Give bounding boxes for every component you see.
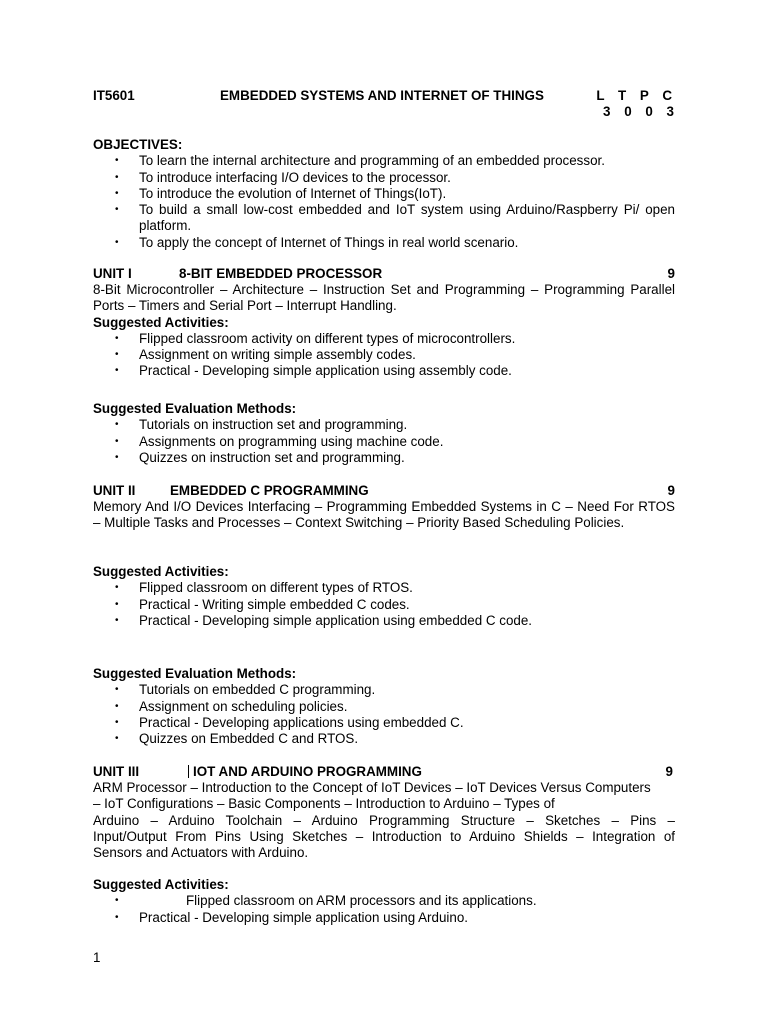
unit-title: IOT AND ARDUINO PROGRAMMING xyxy=(193,764,422,779)
page-number: 1 xyxy=(93,950,101,965)
activities-list xyxy=(93,580,675,629)
list-item: • Flipped classroom on different types of RTOS. xyxy=(93,580,675,596)
unit-1-section xyxy=(93,266,675,380)
list-item: • To introduce the evolution of Internet of Things(IoT). xyxy=(93,186,675,202)
unit-content-line: Input/Output From Pins Using Sketches – Introduction to Arduino Shields – Integration of xyxy=(93,828,675,844)
unit-title: EMBEDDED C PROGRAMMING xyxy=(170,483,369,498)
evaluation-list xyxy=(93,682,675,747)
list-item: • To learn the internal architecture and programming of an embedded processor. xyxy=(93,153,675,169)
list-item: • Tutorials on instruction set and programming. xyxy=(93,417,675,433)
list-item: • Assignments on programming using machine code. xyxy=(93,434,675,450)
activities-list xyxy=(93,893,675,926)
objectives-list xyxy=(93,153,675,251)
list-item: • To introduce interfacing I/O devices to the processor. xyxy=(93,170,675,186)
unit-2-header xyxy=(93,483,675,499)
list-item: • Assignment on writing simple assembly codes. xyxy=(93,347,675,363)
course-code: IT5601 xyxy=(93,88,135,103)
list-item: • To apply the concept of Internet of Things in real world scenario. xyxy=(93,235,675,251)
course-title: EMBEDDED SYSTEMS AND INTERNET OF THINGS xyxy=(220,88,544,103)
activities-list xyxy=(93,331,675,380)
unit-title-wrap xyxy=(188,764,422,780)
unit-title: 8-BIT EMBEDDED PROCESSOR xyxy=(179,266,383,281)
evaluation-list xyxy=(93,417,675,466)
activities-heading: Suggested Activities: xyxy=(93,564,229,579)
unit-content-line: Arduino – Arduino Toolchain – Arduino Programming Structure – Sketches – Pins – xyxy=(93,812,675,828)
unit-content: Memory And I/O Devices Interfacing – Programming Embedded Systems in C – Need For RTOS – Multiple Tasks and Processes – Context Switching – Priority Based Scheduling Policies. xyxy=(93,499,675,531)
list-item: • Practical - Writing simple embedded C codes. xyxy=(93,597,675,613)
unit-3-header xyxy=(93,764,675,780)
list-item: • Flipped classroom on ARM processors and its applications. xyxy=(93,893,675,909)
unit-content-line: ARM Processor – Introduction to the Concept of IoT Devices – IoT Devices Versus Computers xyxy=(93,780,651,795)
unit-hours: 9 xyxy=(665,764,673,779)
unit-2-evaluation xyxy=(93,666,675,747)
unit-2-section xyxy=(93,483,675,532)
objectives-section xyxy=(93,137,675,251)
list-item: • Tutorials on embedded C programming. xyxy=(93,682,675,698)
activities-heading: Suggested Activities: xyxy=(93,877,229,892)
unit-content-line: – IoT Configurations – Basic Components – Introduction to Arduino – Types of xyxy=(93,796,555,812)
list-item: • Quizzes on instruction set and programming. xyxy=(93,450,675,466)
list-item: • Assignment on scheduling policies. xyxy=(93,699,675,715)
unit-1-evaluation xyxy=(93,401,675,466)
list-item: • Practical - Developing simple application using assembly code. xyxy=(93,363,675,379)
unit-label: UNIT II xyxy=(93,483,136,498)
list-item: • Practical - Developing simple application using Arduino. xyxy=(93,910,675,926)
objectives-heading: OBJECTIVES: xyxy=(93,137,183,152)
unit-2-activities xyxy=(93,564,675,629)
cursor-bar xyxy=(188,765,189,778)
unit-label: UNIT III xyxy=(93,764,140,779)
list-item: • Practical - Developing simple application using embedded C code. xyxy=(93,613,675,629)
list-item: • Flipped classroom activity on different types of microcontrollers. xyxy=(93,331,675,347)
evaluation-heading: Suggested Evaluation Methods: xyxy=(93,666,297,681)
unit-label: UNIT I xyxy=(93,266,132,281)
list-item: • To build a small low-cost embedded and IoT system using Arduino/Raspberry Pi/ open platform. xyxy=(93,202,675,235)
activities-heading: Suggested Activities: xyxy=(93,314,229,330)
ltpc-label: L T P C xyxy=(596,88,677,103)
unit-hours: 9 xyxy=(667,483,675,498)
ltpc-values: 3 0 0 3 xyxy=(603,104,679,119)
unit-3-activities xyxy=(93,877,675,926)
unit-content: 8-Bit Microcontroller – Architecture – Instruction Set and Programming – Programming Parallel Ports – Timers and Serial Port – Interrupt Handling. xyxy=(93,282,675,314)
list-item: • Practical - Developing applications using embedded C. xyxy=(93,715,675,731)
unit-3-section xyxy=(93,764,675,861)
unit-hours: 9 xyxy=(667,266,675,281)
unit-content-line: Sensors and Actuators with Arduino. xyxy=(93,845,309,861)
evaluation-heading: Suggested Evaluation Methods: xyxy=(93,401,297,416)
list-item: • Quizzes on Embedded C and RTOS. xyxy=(93,731,675,747)
unit-1-header xyxy=(93,266,675,282)
